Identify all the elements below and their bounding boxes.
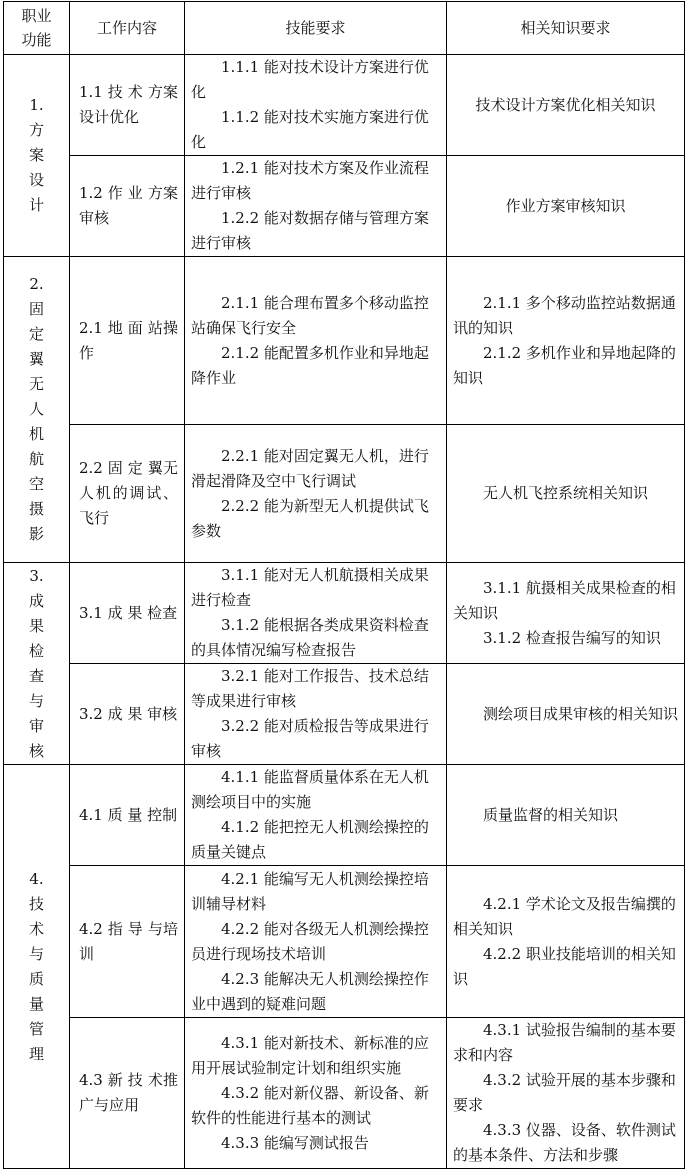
- knowledge-cell: 2.1.1 多个移动监控站数据通讯的知识 2.1.2 多机作业和异地起降的知识: [447, 257, 685, 425]
- skill-cell: 3.1.1 能对无人机航摄相关成果进行检查 3.1.2 能根据各类成果资料检查的具体情况编写检查报告: [185, 563, 447, 664]
- knowledge-cell: 技术设计方案优化相关知识: [447, 55, 685, 156]
- table-row: [4, 664, 685, 765]
- knowledge-cell: 3.1.1 航摄相关成果检查的相关知识 3.1.2 检查报告编写的知识: [447, 563, 685, 664]
- knowledge-cell: 4.2.1 学术论文及报告编撰的相关知识 4.2.2 职业技能培训的相关知识: [447, 866, 685, 1018]
- knowledge-cell: 无人机飞控系统相关知识: [447, 425, 685, 563]
- work-cell: 2.2 固 定 翼无人机的调试、飞行: [70, 425, 185, 563]
- table-row: [4, 156, 685, 257]
- function-cell: 4. 技 术 与 质 量 管 理: [4, 765, 70, 1169]
- skill-cell: 4.1.1 能监督质量体系在无人机测绘项目中的实施 4.1.2 能把控无人机测绘操控的质量关键点: [185, 765, 447, 866]
- knowledge-cell: 质量监督的相关知识: [447, 765, 685, 866]
- header-function: 职业 功能: [4, 2, 70, 55]
- function-cell: 2. 固 定 翼 无 人 机 航 空 摄 影: [4, 257, 70, 563]
- skill-cell: 4.3.1 能对新技术、新标准的应用开展试验制定计划和组织实施 4.3.2 能对新仪器、新设备、新软件的性能进行基本的测试 4.3.3 能编写测试报告: [185, 1018, 447, 1169]
- function-cell: 1. 方 案 设 计: [4, 55, 70, 257]
- work-cell: 3.2 成 果 审核: [70, 664, 185, 765]
- knowledge-cell: 测绘项目成果审核的相关知识: [447, 664, 685, 765]
- skill-cell: 2.1.1 能合理布置多个移动监控站确保飞行安全 2.1.2 能配置多机作业和异地起降作业: [185, 257, 447, 425]
- table-row: [4, 257, 685, 425]
- header-row: [4, 2, 685, 55]
- knowledge-cell: 作业方案审核知识: [447, 156, 685, 257]
- table-row: [4, 563, 685, 664]
- work-cell: 4.3 新 技 术推广与应用: [70, 1018, 185, 1169]
- table-row: [4, 765, 685, 866]
- work-cell: 1.1 技 术 方案设计优化: [70, 55, 185, 156]
- skill-cell: 2.2.1 能对固定翼无人机，进行滑起滑降及空中飞行调试 2.2.2 能为新型无人机提供试飞参数: [185, 425, 447, 563]
- table-row: [4, 55, 685, 156]
- table-row: [4, 1018, 685, 1169]
- work-cell: 4.1 质 量 控制: [70, 765, 185, 866]
- table-row: [4, 425, 685, 563]
- knowledge-cell: 4.3.1 试验报告编制的基本要求和内容 4.3.2 试验开展的基本步骤和要求 4.3.3 仪器、设备、软件测试的基本条件、方法和步骤: [447, 1018, 685, 1169]
- work-cell: 2.1 地 面 站操作: [70, 257, 185, 425]
- function-cell: 3. 成 果 检 查 与 审 核: [4, 563, 70, 765]
- header-work: 工作内容: [70, 2, 185, 55]
- work-cell: 3.1 成 果 检查: [70, 563, 185, 664]
- skill-cell: 4.2.1 能编写无人机测绘操控培训辅导材料 4.2.2 能对各级无人机测绘操控员进行现场技术培训 4.2.3 能解决无人机测绘操控作业中遇到的疑难问题: [185, 866, 447, 1018]
- table-row: [4, 866, 685, 1018]
- work-cell: 4.2 指 导 与培训: [70, 866, 185, 1018]
- skill-cell: 3.2.1 能对工作报告、技术总结等成果进行审核 3.2.2 能对质检报告等成果进行审核: [185, 664, 447, 765]
- skill-cell: 1.1.1 能对技术设计方案进行优化 1.1.2 能对技术实施方案进行优化: [185, 55, 447, 156]
- header-skill: 技能要求: [185, 2, 447, 55]
- header-knowledge: 相关知识要求: [447, 2, 685, 55]
- competency-table: [3, 1, 685, 1169]
- work-cell: 1.2 作 业 方案审核: [70, 156, 185, 257]
- skill-cell: 1.2.1 能对技术方案及作业流程进行审核 1.2.2 能对数据存储与管理方案进行审核: [185, 156, 447, 257]
